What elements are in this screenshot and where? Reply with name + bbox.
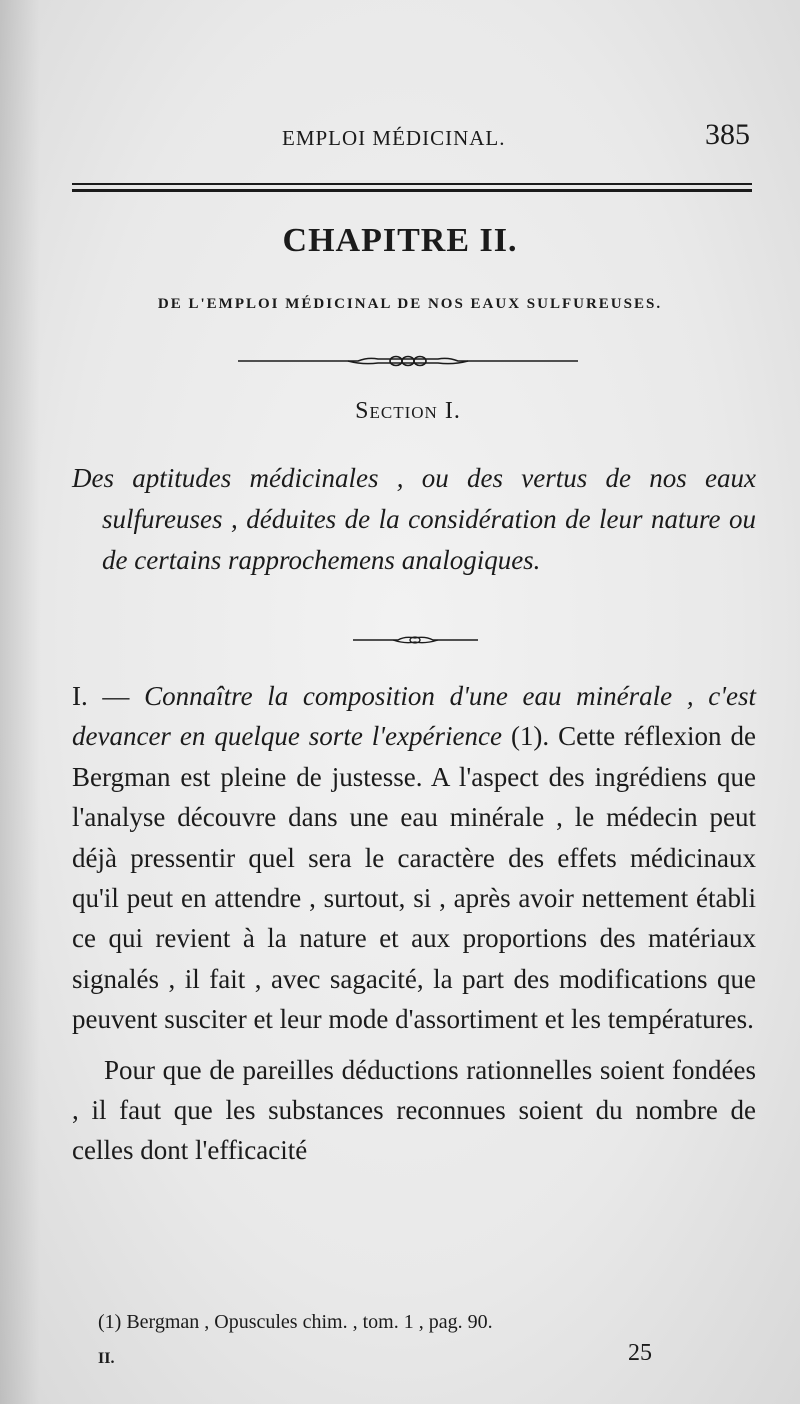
bergman-quotation: Connaître la composition d'une eau minérale , c'est devancer en quelque sorte l'expérience: [72, 681, 757, 752]
paragraph-number: I. —: [72, 681, 145, 711]
signature-number: 25: [628, 1340, 652, 1366]
running-head: [72, 118, 752, 158]
paragraph-1: [72, 676, 756, 1040]
footnote: (1) Bergman , Opuscules chim. , tom. 1 , pag. 90.: [98, 1311, 493, 1333]
chapter-subtitle: DE L'EMPLOI MÉDICINAL DE NOS EAUX SULFUREUSES.: [157, 296, 663, 312]
body-text: [72, 676, 756, 1171]
section-summary: Des aptitudes médicinales , ou des vertus de nos eaux sulfureuses , déduites de la considération de leur nature ou de certains rapprochemens analogiques.: [72, 463, 756, 575]
ornament-divider: [353, 633, 478, 647]
gutter-shadow: [0, 0, 40, 1404]
page-number: 385: [705, 118, 750, 151]
header-rule: [72, 183, 752, 195]
running-title: EMPLOI MÉDICINAL.: [282, 126, 506, 150]
paragraph-2: Pour que de pareilles déductions rationnelles soient fondées , il faut que les substances reconnues soient du nombre de celles dont l'efficacité: [72, 1054, 756, 1166]
ornament-rule: [238, 352, 578, 370]
chapter-title: CHAPITRE II.: [282, 222, 518, 259]
signature-mark: II.: [98, 1350, 115, 1367]
header-rule-thin: [72, 183, 752, 185]
paragraph-1-text: (1). Cette réflexion de Bergman est pleine de justesse. A l'aspect des ingrédiens que l'analyse découvre dans une eau minérale , le médecin peut déjà pressentir quel sera le caractère des effets médicinaux qu'il peut en attendre , surtout, si , après avoir nettement établi ce qui revient à la nature et aux proportions des matériaux signalés , il fait , avec sagacité, la part des modifications que peuvent susciter et leur mode d'assortiment et les températures.: [72, 721, 756, 1035]
header-rule-thick: [72, 189, 752, 192]
section-heading: Section I.: [355, 398, 461, 424]
